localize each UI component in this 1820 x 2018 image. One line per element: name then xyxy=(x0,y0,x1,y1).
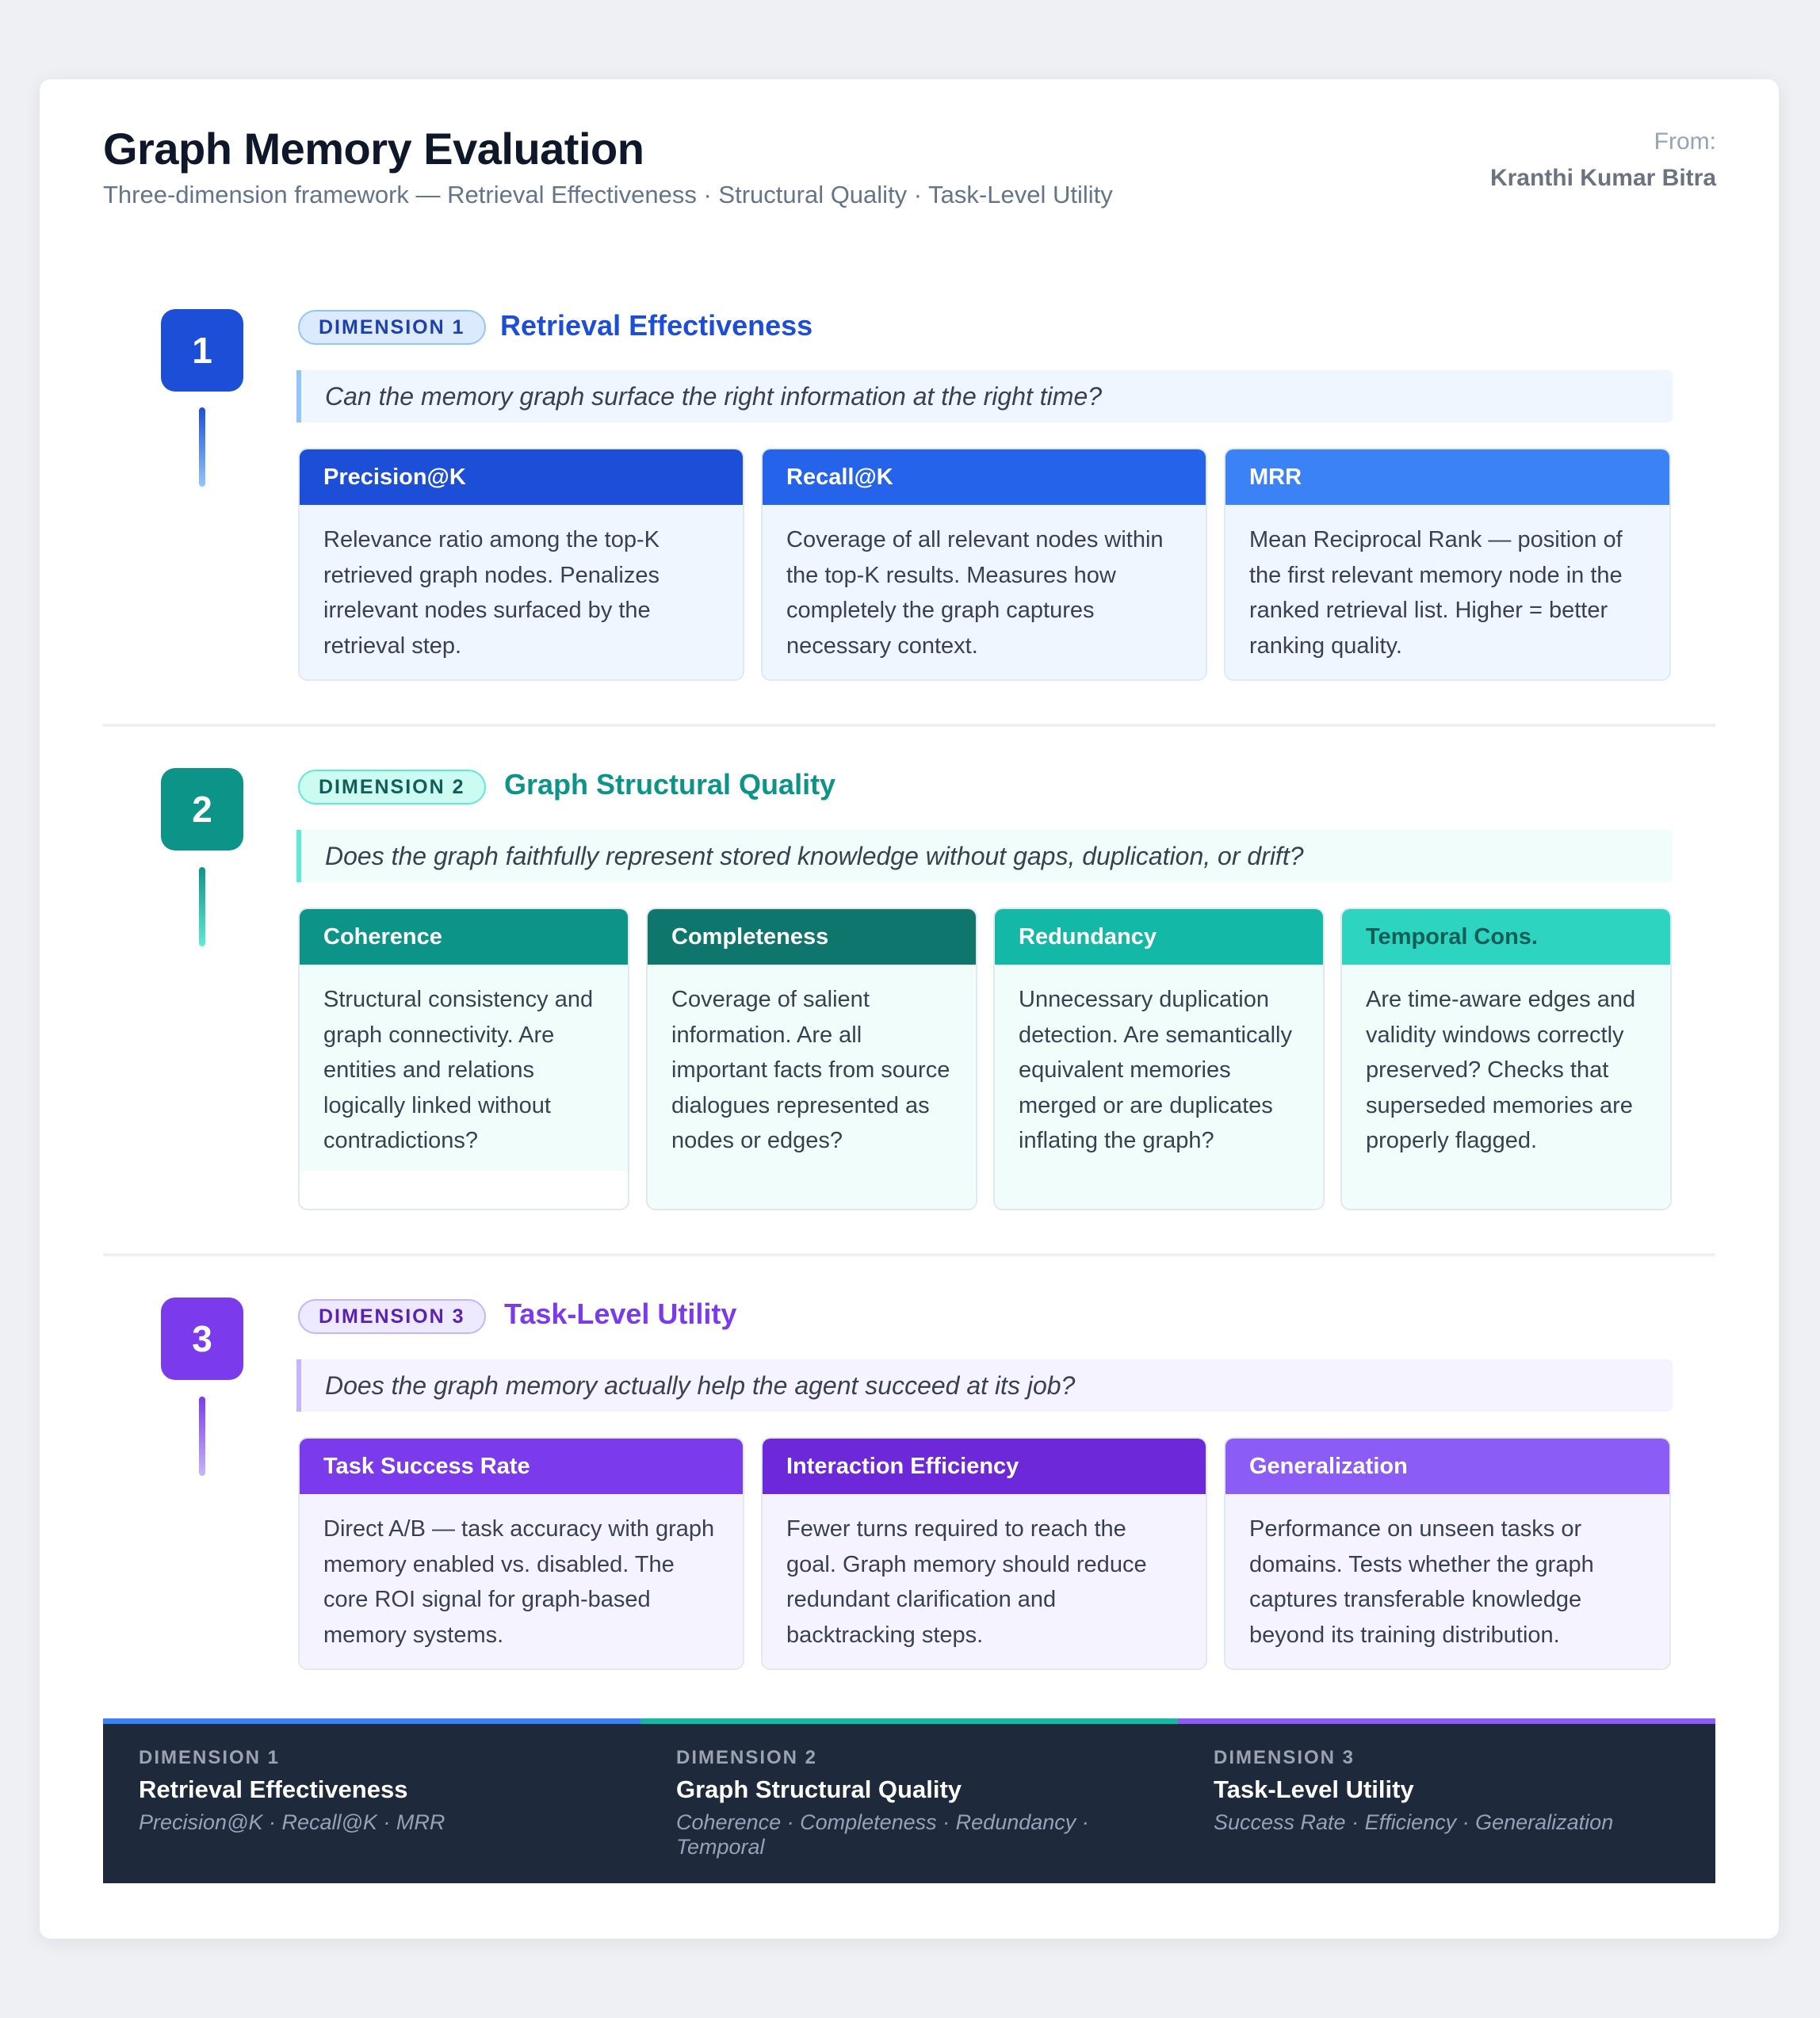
footer-dimension-title: Graph Structural Quality xyxy=(676,1775,962,1803)
metric-card-completeness xyxy=(646,908,977,1210)
from-label: From: xyxy=(1654,128,1716,155)
dimension-number-badge: 2 xyxy=(161,768,243,850)
dimension-title: Retrieval Effectiveness xyxy=(500,309,813,342)
footer-dimension-metrics: Success Rate · Efficiency · Generalization xyxy=(1214,1810,1614,1834)
footer-summary-dimension-3 xyxy=(1178,1718,1715,1883)
metric-description: Unnecessary duplication detection. Are semantically equivalent memories merged or are duplicates inflating the graph? xyxy=(995,965,1323,1210)
metric-name: Generalization xyxy=(1225,1439,1669,1494)
metric-card-precision xyxy=(298,448,744,681)
metric-description: Direct A/B — task accuracy with graph memory enabled vs. disabled. The core ROI signal for graph-based memory systems. xyxy=(300,1494,743,1670)
dimension-pill: DIMENSION 1 xyxy=(298,310,486,345)
footer-summary-dimension-2 xyxy=(640,1718,1178,1883)
metric-description: Mean Reciprocal Rank — position of the first relevant memory node in the ranked retrieval list. Higher = better ranking quality. xyxy=(1225,505,1669,681)
page-subtitle: Three-dimension framework — Retrieval Effectiveness · Structural Quality · Task-Level Utility xyxy=(103,181,1113,208)
metric-card-coherence xyxy=(298,908,629,1210)
dimension-connector-line xyxy=(199,407,205,487)
metric-name: MRR xyxy=(1225,449,1669,505)
metric-name: Precision@K xyxy=(300,449,743,505)
section-divider xyxy=(103,1253,1715,1256)
dimension-pill: DIMENSION 2 xyxy=(298,770,486,805)
dimension-number-badge: 3 xyxy=(161,1298,243,1380)
metric-card-recall xyxy=(761,448,1207,681)
metric-name: Redundancy xyxy=(995,909,1323,965)
metric-card-generalization xyxy=(1224,1437,1671,1670)
dimension-connector-line xyxy=(199,867,205,946)
metric-description: Fewer turns required to reach the goal. Graph memory should reduce redundant clarification and backtracking steps. xyxy=(763,1494,1206,1670)
metric-name: Task Success Rate xyxy=(300,1439,743,1494)
footer-summary-dimension-1 xyxy=(103,1718,640,1883)
footer-dimension-label: DIMENSION 3 xyxy=(1214,1747,1355,1768)
footer-dimension-title: Retrieval Effectiveness xyxy=(139,1775,408,1803)
footer-accent-bar xyxy=(1178,1718,1715,1724)
metric-name: Coherence xyxy=(300,909,628,965)
dimension-connector-line xyxy=(199,1397,205,1476)
metric-description: Coverage of salient information. Are all important facts from source dialogues represented as nodes or edges? xyxy=(648,965,976,1210)
metric-description: Relevance ratio among the top-K retrieved graph nodes. Penalizes irrelevant nodes surfaced by the retrieval step. xyxy=(300,505,743,681)
footer-accent-bar xyxy=(640,1718,1178,1724)
metric-card-redundancy xyxy=(993,908,1325,1210)
metric-description: Coverage of all relevant nodes within the top-K results. Measures how completely the graph captures necessary context. xyxy=(763,505,1206,681)
footer-dimension-title: Task-Level Utility xyxy=(1214,1775,1414,1803)
metric-card-mrr xyxy=(1224,448,1671,681)
dimension-title: Task-Level Utility xyxy=(504,1298,737,1330)
footer-dimension-metrics: Coherence · Completeness · Redundancy · Temporal xyxy=(676,1810,1089,1859)
metric-name: Completeness xyxy=(648,909,976,965)
metric-card-task-success xyxy=(298,1437,744,1670)
summary-footer xyxy=(103,1718,1715,1883)
metric-name: Temporal Cons. xyxy=(1342,909,1670,965)
dimension-question: Does the graph faithfully represent stored knowledge without gaps, duplication, or drift? xyxy=(296,830,1673,882)
footer-accent-bar xyxy=(103,1718,640,1724)
dimension-question: Can the memory graph surface the right information at the right time? xyxy=(296,370,1673,422)
footer-dimension-label: DIMENSION 2 xyxy=(676,1747,818,1768)
footer-dimension-label: DIMENSION 1 xyxy=(139,1747,281,1768)
dimension-number-badge: 1 xyxy=(161,309,243,392)
dimension-title: Graph Structural Quality xyxy=(504,768,836,801)
page-title: Graph Memory Evaluation xyxy=(103,124,644,174)
metric-name: Interaction Efficiency xyxy=(763,1439,1206,1494)
dimension-pill: DIMENSION 3 xyxy=(298,1299,486,1334)
metric-card-temporal xyxy=(1340,908,1672,1210)
metric-description: Performance on unseen tasks or domains. Tests whether the graph captures transferable knowledge beyond its training distribution. xyxy=(1225,1494,1669,1670)
metric-description: Are time-aware edges and validity windows correctly preserved? Checks that superseded memories are properly flagged. xyxy=(1342,965,1670,1210)
section-divider xyxy=(103,724,1715,727)
metric-description: Structural consistency and graph connectivity. Are entities and relations logically linked without contradictions? xyxy=(300,965,628,1171)
footer-dimension-metrics: Precision@K · Recall@K · MRR xyxy=(139,1810,445,1834)
metric-card-interaction-efficiency xyxy=(761,1437,1207,1670)
metric-name: Recall@K xyxy=(763,449,1206,505)
author-name: Kranthi Kumar Bitra xyxy=(1489,165,1716,191)
dimension-question: Does the graph memory actually help the agent succeed at its job? xyxy=(296,1359,1673,1412)
